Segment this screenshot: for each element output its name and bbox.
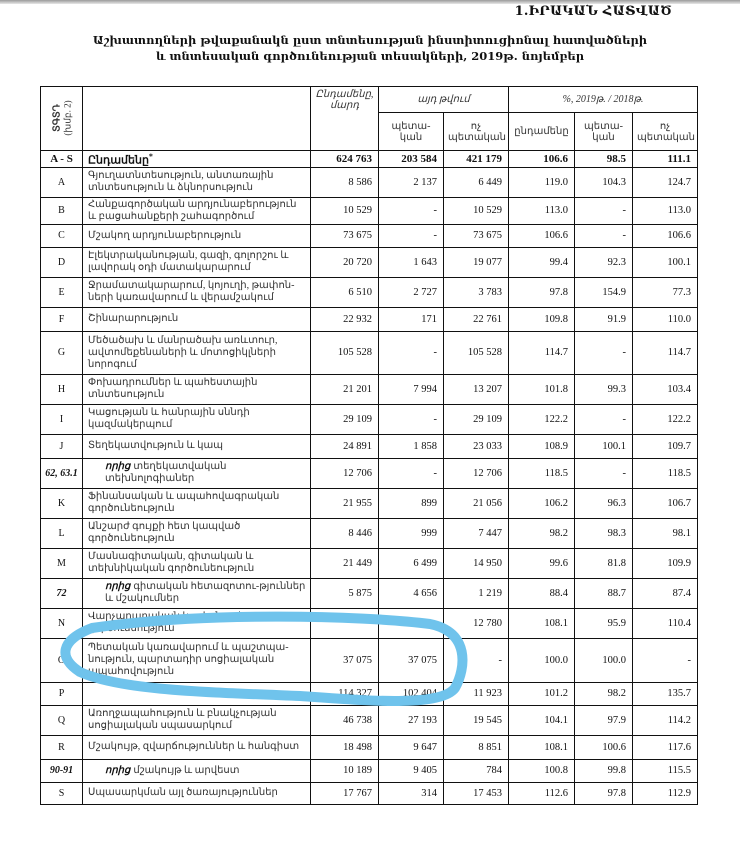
cell-total: 8 446	[311, 518, 379, 548]
cell-nonstate: 19 077	[444, 247, 509, 277]
cell-pct-total: 113.0	[509, 197, 575, 224]
table-row	[41, 548, 698, 578]
cell-total: 24 891	[311, 434, 379, 458]
table-row	[41, 458, 698, 488]
row-name-text: Պետական կառավարում և պաշտպա-նություն, պարտադիր սոցիալական ապահովություն	[88, 642, 289, 678]
cell-total: 73 675	[311, 224, 379, 247]
cell-pct-nonstate: 113.0	[633, 197, 698, 224]
header-code	[41, 87, 83, 151]
cell-pct-total: 119.0	[509, 167, 575, 197]
cell-pct-total: 99.6	[509, 548, 575, 578]
row-name	[83, 277, 311, 307]
cell-pct-state: -	[575, 458, 633, 488]
cell-pct-total: 100.0	[509, 638, 575, 682]
cell-pct-total: 118.5	[509, 458, 575, 488]
cell-state: -	[379, 458, 444, 488]
cell-total: 22 932	[311, 307, 379, 331]
cell-pct-nonstate: 115.5	[633, 759, 698, 782]
cell-total: 10 529	[311, 197, 379, 224]
table-row	[41, 224, 698, 247]
cell-pct-state: -	[575, 404, 633, 434]
table-row	[41, 759, 698, 782]
cell-nonstate: 421 179	[444, 151, 509, 168]
row-code: M	[41, 548, 83, 578]
header-pct-nonstate: ոչ պետական	[633, 113, 698, 151]
table-row	[41, 608, 698, 638]
header-name	[83, 87, 311, 151]
cell-pct-nonstate: 100.1	[633, 247, 698, 277]
cell-state: 6 499	[379, 548, 444, 578]
row-name-text: Վարչարարական և օժանդակ գործունեություն	[88, 611, 245, 635]
table-row	[41, 331, 698, 374]
cell-pct-state: 81.8	[575, 548, 633, 578]
of-which-label: որից	[105, 581, 131, 593]
cell-pct-state: 98.5	[575, 151, 633, 168]
row-name-text: գիտական հետազոտու-թյուններ և մշակումներ	[105, 581, 306, 605]
cell-nonstate: 8 851	[444, 735, 509, 759]
row-name-text: Ջրամատակարարում, կոյուղի, թափոն-ների կառավարում և վերամշակում	[88, 280, 295, 304]
row-code: A	[41, 167, 83, 197]
cell-total: 8 586	[311, 167, 379, 197]
cell-pct-state: 98.3	[575, 518, 633, 548]
cell-pct-nonstate: 103.4	[633, 374, 698, 404]
row-name	[83, 782, 311, 804]
cell-pct-state: 92.3	[575, 247, 633, 277]
row-name-text: Գյուղատնտեսություն, անտառային տնտեսություն և ձկնորսություն	[88, 170, 274, 194]
cell-nonstate: -	[444, 638, 509, 682]
cell-nonstate: 14 950	[444, 548, 509, 578]
cell-pct-total: 108.1	[509, 735, 575, 759]
cell-pct-nonstate: 106.6	[633, 224, 698, 247]
table-row	[41, 578, 698, 608]
cell-nonstate: 23 033	[444, 434, 509, 458]
table-row	[41, 488, 698, 518]
cell-pct-nonstate: 114.7	[633, 331, 698, 374]
cell-total: 46 738	[311, 705, 379, 735]
row-code: J	[41, 434, 83, 458]
cell-pct-nonstate: 109.7	[633, 434, 698, 458]
cell-nonstate: 10 529	[444, 197, 509, 224]
cell-total: 20 720	[311, 247, 379, 277]
cell-pct-nonstate: 110.4	[633, 608, 698, 638]
row-name	[83, 638, 311, 682]
employment-table	[40, 86, 698, 805]
cell-pct-nonstate: 112.9	[633, 782, 698, 804]
cell-total: 5 875	[311, 578, 379, 608]
cell-pct-state: 100.1	[575, 434, 633, 458]
row-name	[83, 331, 311, 374]
cell-pct-state: 96.3	[575, 488, 633, 518]
row-name-text: Կացության և հանրային սննդի կազմակերպում	[88, 407, 250, 431]
cell-total: 37 075	[311, 638, 379, 682]
cell-pct-total: 106.6	[509, 151, 575, 168]
cell-nonstate: 13 207	[444, 374, 509, 404]
row-code: S	[41, 782, 83, 804]
row-code: F	[41, 307, 83, 331]
table-row	[41, 404, 698, 434]
table-row	[41, 682, 698, 705]
cell-pct-nonstate: 118.5	[633, 458, 698, 488]
row-code: Q	[41, 705, 83, 735]
header-pct-group: %, 2019թ. / 2018թ.	[509, 87, 698, 113]
table-row	[41, 247, 698, 277]
header-pct-total: ընդամենը	[509, 113, 575, 151]
row-name-text: Ֆինանսական և ապահովագրական գործունեություն	[88, 491, 280, 515]
row-name	[83, 374, 311, 404]
cell-nonstate: 7 447	[444, 518, 509, 548]
table-row	[41, 638, 698, 682]
row-name-text: Մեծածախ և մանրածախ առևտուր, ավտոմեքենաների և մոտոցիկլների նորոգում	[88, 334, 278, 370]
cell-total: 21 201	[311, 374, 379, 404]
table-row	[41, 277, 698, 307]
cell-pct-state: 99.3	[575, 374, 633, 404]
cell-state: 4 656	[379, 578, 444, 608]
row-name-text: Էլեկտրականության, գազի, գոլորշու և լավորակ օդի մատակարարում	[88, 250, 289, 274]
cell-pct-nonstate: 114.2	[633, 705, 698, 735]
cell-nonstate: 3 783	[444, 277, 509, 307]
cell-state: 27 193	[379, 705, 444, 735]
cell-state: 1 643	[379, 247, 444, 277]
row-name-text: Առողջապահություն և բնակչության սոցիալական սպասարկում	[88, 708, 277, 732]
header-nonstate: ոչ պետական	[444, 113, 509, 151]
row-code: L	[41, 518, 83, 548]
cell-state	[379, 608, 444, 638]
row-code: O	[41, 638, 83, 682]
cell-total: 21 449	[311, 548, 379, 578]
row-code: N	[41, 608, 83, 638]
row-name	[83, 307, 311, 331]
row-code: G	[41, 331, 83, 374]
table-row	[41, 705, 698, 735]
cell-pct-state: 100.6	[575, 735, 633, 759]
cell-pct-nonstate: 117.6	[633, 735, 698, 759]
cell-pct-total: 108.9	[509, 434, 575, 458]
cell-pct-state: 95.9	[575, 608, 633, 638]
cell-total: 624 763	[311, 151, 379, 168]
cell-pct-state: 100.0	[575, 638, 633, 682]
row-code: R	[41, 735, 83, 759]
cell-total: 17 767	[311, 782, 379, 804]
row-name-text: տեղեկատվական տեխնոլոգիաներ	[105, 461, 227, 485]
cell-pct-total: 104.1	[509, 705, 575, 735]
cell-pct-state: 97.8	[575, 782, 633, 804]
cell-nonstate: 11 923	[444, 682, 509, 705]
cell-total	[311, 608, 379, 638]
table-row-total	[41, 151, 698, 168]
table-row	[41, 518, 698, 548]
row-name-text: Անշարժ գույքի հետ կապված գործունեություն	[88, 521, 241, 545]
cell-pct-nonstate: 124.7	[633, 167, 698, 197]
row-name	[83, 404, 311, 434]
cell-pct-state: -	[575, 224, 633, 247]
of-which-label: որից	[105, 764, 131, 776]
cell-pct-total: 88.4	[509, 578, 575, 608]
cell-nonstate: 21 056	[444, 488, 509, 518]
cell-total: 105 528	[311, 331, 379, 374]
cell-total: 6 510	[311, 277, 379, 307]
row-name-text: Մշակող արդյունաբերություն	[88, 229, 242, 241]
row-name	[83, 759, 311, 782]
cell-total: 21 955	[311, 488, 379, 518]
row-code: 90-91	[41, 759, 83, 782]
cell-pct-nonstate: 111.1	[633, 151, 698, 168]
row-code: K	[41, 488, 83, 518]
cell-state: 2 727	[379, 277, 444, 307]
cell-pct-nonstate: 109.9	[633, 548, 698, 578]
cell-nonstate: 12 780	[444, 608, 509, 638]
row-name	[83, 224, 311, 247]
row-code: I	[41, 404, 83, 434]
cell-pct-state: -	[575, 331, 633, 374]
footnote-marker: *	[148, 152, 153, 161]
row-name-text: Փոխադրումներ և պահեստային տնտեսություն	[88, 377, 258, 401]
cell-state: 7 994	[379, 374, 444, 404]
cell-state: 9 405	[379, 759, 444, 782]
of-which-label: որից	[105, 461, 131, 473]
cell-total: 12 706	[311, 458, 379, 488]
cell-pct-total: 101.8	[509, 374, 575, 404]
cell-nonstate: 17 453	[444, 782, 509, 804]
cell-state: 314	[379, 782, 444, 804]
row-name-text: Շինարարություն	[88, 313, 179, 325]
row-name	[83, 578, 311, 608]
row-name	[83, 197, 311, 224]
cell-pct-nonstate: 135.7	[633, 682, 698, 705]
cell-nonstate: 22 761	[444, 307, 509, 331]
cell-pct-nonstate: -	[633, 638, 698, 682]
row-code: 72	[41, 578, 83, 608]
header-of-which: այդ թվում	[379, 87, 509, 113]
table-row	[41, 197, 698, 224]
cell-nonstate: 1 219	[444, 578, 509, 608]
cell-state: 1 858	[379, 434, 444, 458]
cell-nonstate: 784	[444, 759, 509, 782]
cell-pct-total: 97.8	[509, 277, 575, 307]
row-name-text: Ընդամենը	[88, 154, 149, 167]
cell-pct-total: 109.8	[509, 307, 575, 331]
row-name	[83, 608, 311, 638]
cell-nonstate: 73 675	[444, 224, 509, 247]
cell-pct-total: 106.6	[509, 224, 575, 247]
header-code-sub: (խմբ. 2)	[62, 100, 73, 136]
row-name-text: մշակույթ և արվեստ	[133, 764, 240, 776]
cell-nonstate: 6 449	[444, 167, 509, 197]
row-name-text: Հանքագործական արդյունաբերություն և բացահանքերի շահագործում	[88, 198, 297, 222]
table-row	[41, 735, 698, 759]
page-title	[40, 32, 700, 64]
cell-state: -	[379, 331, 444, 374]
row-code: B	[41, 197, 83, 224]
row-name	[83, 488, 311, 518]
cell-nonstate: 105 528	[444, 331, 509, 374]
cell-pct-nonstate: 106.7	[633, 488, 698, 518]
cell-state: 2 137	[379, 167, 444, 197]
cell-pct-total: 101.2	[509, 682, 575, 705]
row-code: D	[41, 247, 83, 277]
row-name	[83, 682, 311, 705]
cell-state: 9 647	[379, 735, 444, 759]
cell-state: 171	[379, 307, 444, 331]
title-line-1: Աշխատողների թվաքանակն ըստ տնտեսության ինստիտուցիոնալ հատվածների	[92, 33, 648, 47]
cell-total: 114 327	[311, 682, 379, 705]
cell-pct-state: 154.9	[575, 277, 633, 307]
cell-total: 10 189	[311, 759, 379, 782]
cell-pct-state: 99.8	[575, 759, 633, 782]
row-code: A - S	[41, 151, 83, 168]
cell-total: 29 109	[311, 404, 379, 434]
table-row	[41, 307, 698, 331]
title-line-2: և տնտեսական գործունեության տեսակների, 2019թ. նոյեմբեր	[155, 49, 585, 63]
cell-state: 899	[379, 488, 444, 518]
cell-total: 18 498	[311, 735, 379, 759]
row-code: P	[41, 682, 83, 705]
header-code-main: ՏԳՏԴ	[52, 104, 63, 132]
row-name	[83, 548, 311, 578]
section-header: 1.ԻՐԱԿԱՆ ՀԱՏՎԱԾ	[514, 4, 672, 19]
cell-nonstate: 29 109	[444, 404, 509, 434]
cell-nonstate: 19 545	[444, 705, 509, 735]
row-name	[83, 458, 311, 488]
cell-pct-total: 114.7	[509, 331, 575, 374]
table-row	[41, 782, 698, 804]
cell-pct-nonstate: 87.4	[633, 578, 698, 608]
cell-pct-total: 99.4	[509, 247, 575, 277]
row-code: H	[41, 374, 83, 404]
cell-state: 203 584	[379, 151, 444, 168]
cell-pct-total: 100.8	[509, 759, 575, 782]
row-name	[83, 705, 311, 735]
header-total: Ընդամենը, մարդ	[311, 87, 379, 151]
cell-pct-total: 106.2	[509, 488, 575, 518]
cell-pct-state: 91.9	[575, 307, 633, 331]
row-name	[83, 434, 311, 458]
header-pct-state: պետա-կան	[575, 113, 633, 151]
cell-pct-nonstate: 98.1	[633, 518, 698, 548]
row-name	[83, 247, 311, 277]
row-code: C	[41, 224, 83, 247]
row-name-text: Սպասարկման այլ ծառայություններ	[88, 787, 278, 799]
table-row	[41, 434, 698, 458]
row-name	[83, 735, 311, 759]
row-code: E	[41, 277, 83, 307]
row-name	[83, 167, 311, 197]
cell-pct-state: 97.9	[575, 705, 633, 735]
cell-pct-total: 122.2	[509, 404, 575, 434]
cell-pct-total: 112.6	[509, 782, 575, 804]
cell-state: -	[379, 197, 444, 224]
cell-pct-nonstate: 110.0	[633, 307, 698, 331]
row-name-text: Տեղեկատվություն և կապ	[88, 440, 223, 452]
cell-pct-state: -	[575, 197, 633, 224]
table-row	[41, 374, 698, 404]
cell-pct-state: 98.2	[575, 682, 633, 705]
cell-pct-nonstate: 77.3	[633, 277, 698, 307]
cell-state: 37 075	[379, 638, 444, 682]
cell-pct-total: 98.2	[509, 518, 575, 548]
cell-state: 102 404	[379, 682, 444, 705]
cell-pct-nonstate: 122.2	[633, 404, 698, 434]
table-row	[41, 167, 698, 197]
row-name	[83, 151, 311, 168]
row-name	[83, 518, 311, 548]
cell-state: 999	[379, 518, 444, 548]
cell-nonstate: 12 706	[444, 458, 509, 488]
cell-pct-state: 88.7	[575, 578, 633, 608]
row-name-text: Մասնագիտական, գիտական և տեխնիկական գործունեություն	[88, 551, 255, 575]
row-name-text: Մշակույթ, զվարճություններ և հանգիստ	[88, 741, 300, 753]
cell-state: -	[379, 224, 444, 247]
cell-pct-state: 104.3	[575, 167, 633, 197]
cell-state: -	[379, 404, 444, 434]
header-state: պետա-կան	[379, 113, 444, 151]
row-code: 62, 63.1	[41, 458, 83, 488]
cell-pct-total: 108.1	[509, 608, 575, 638]
